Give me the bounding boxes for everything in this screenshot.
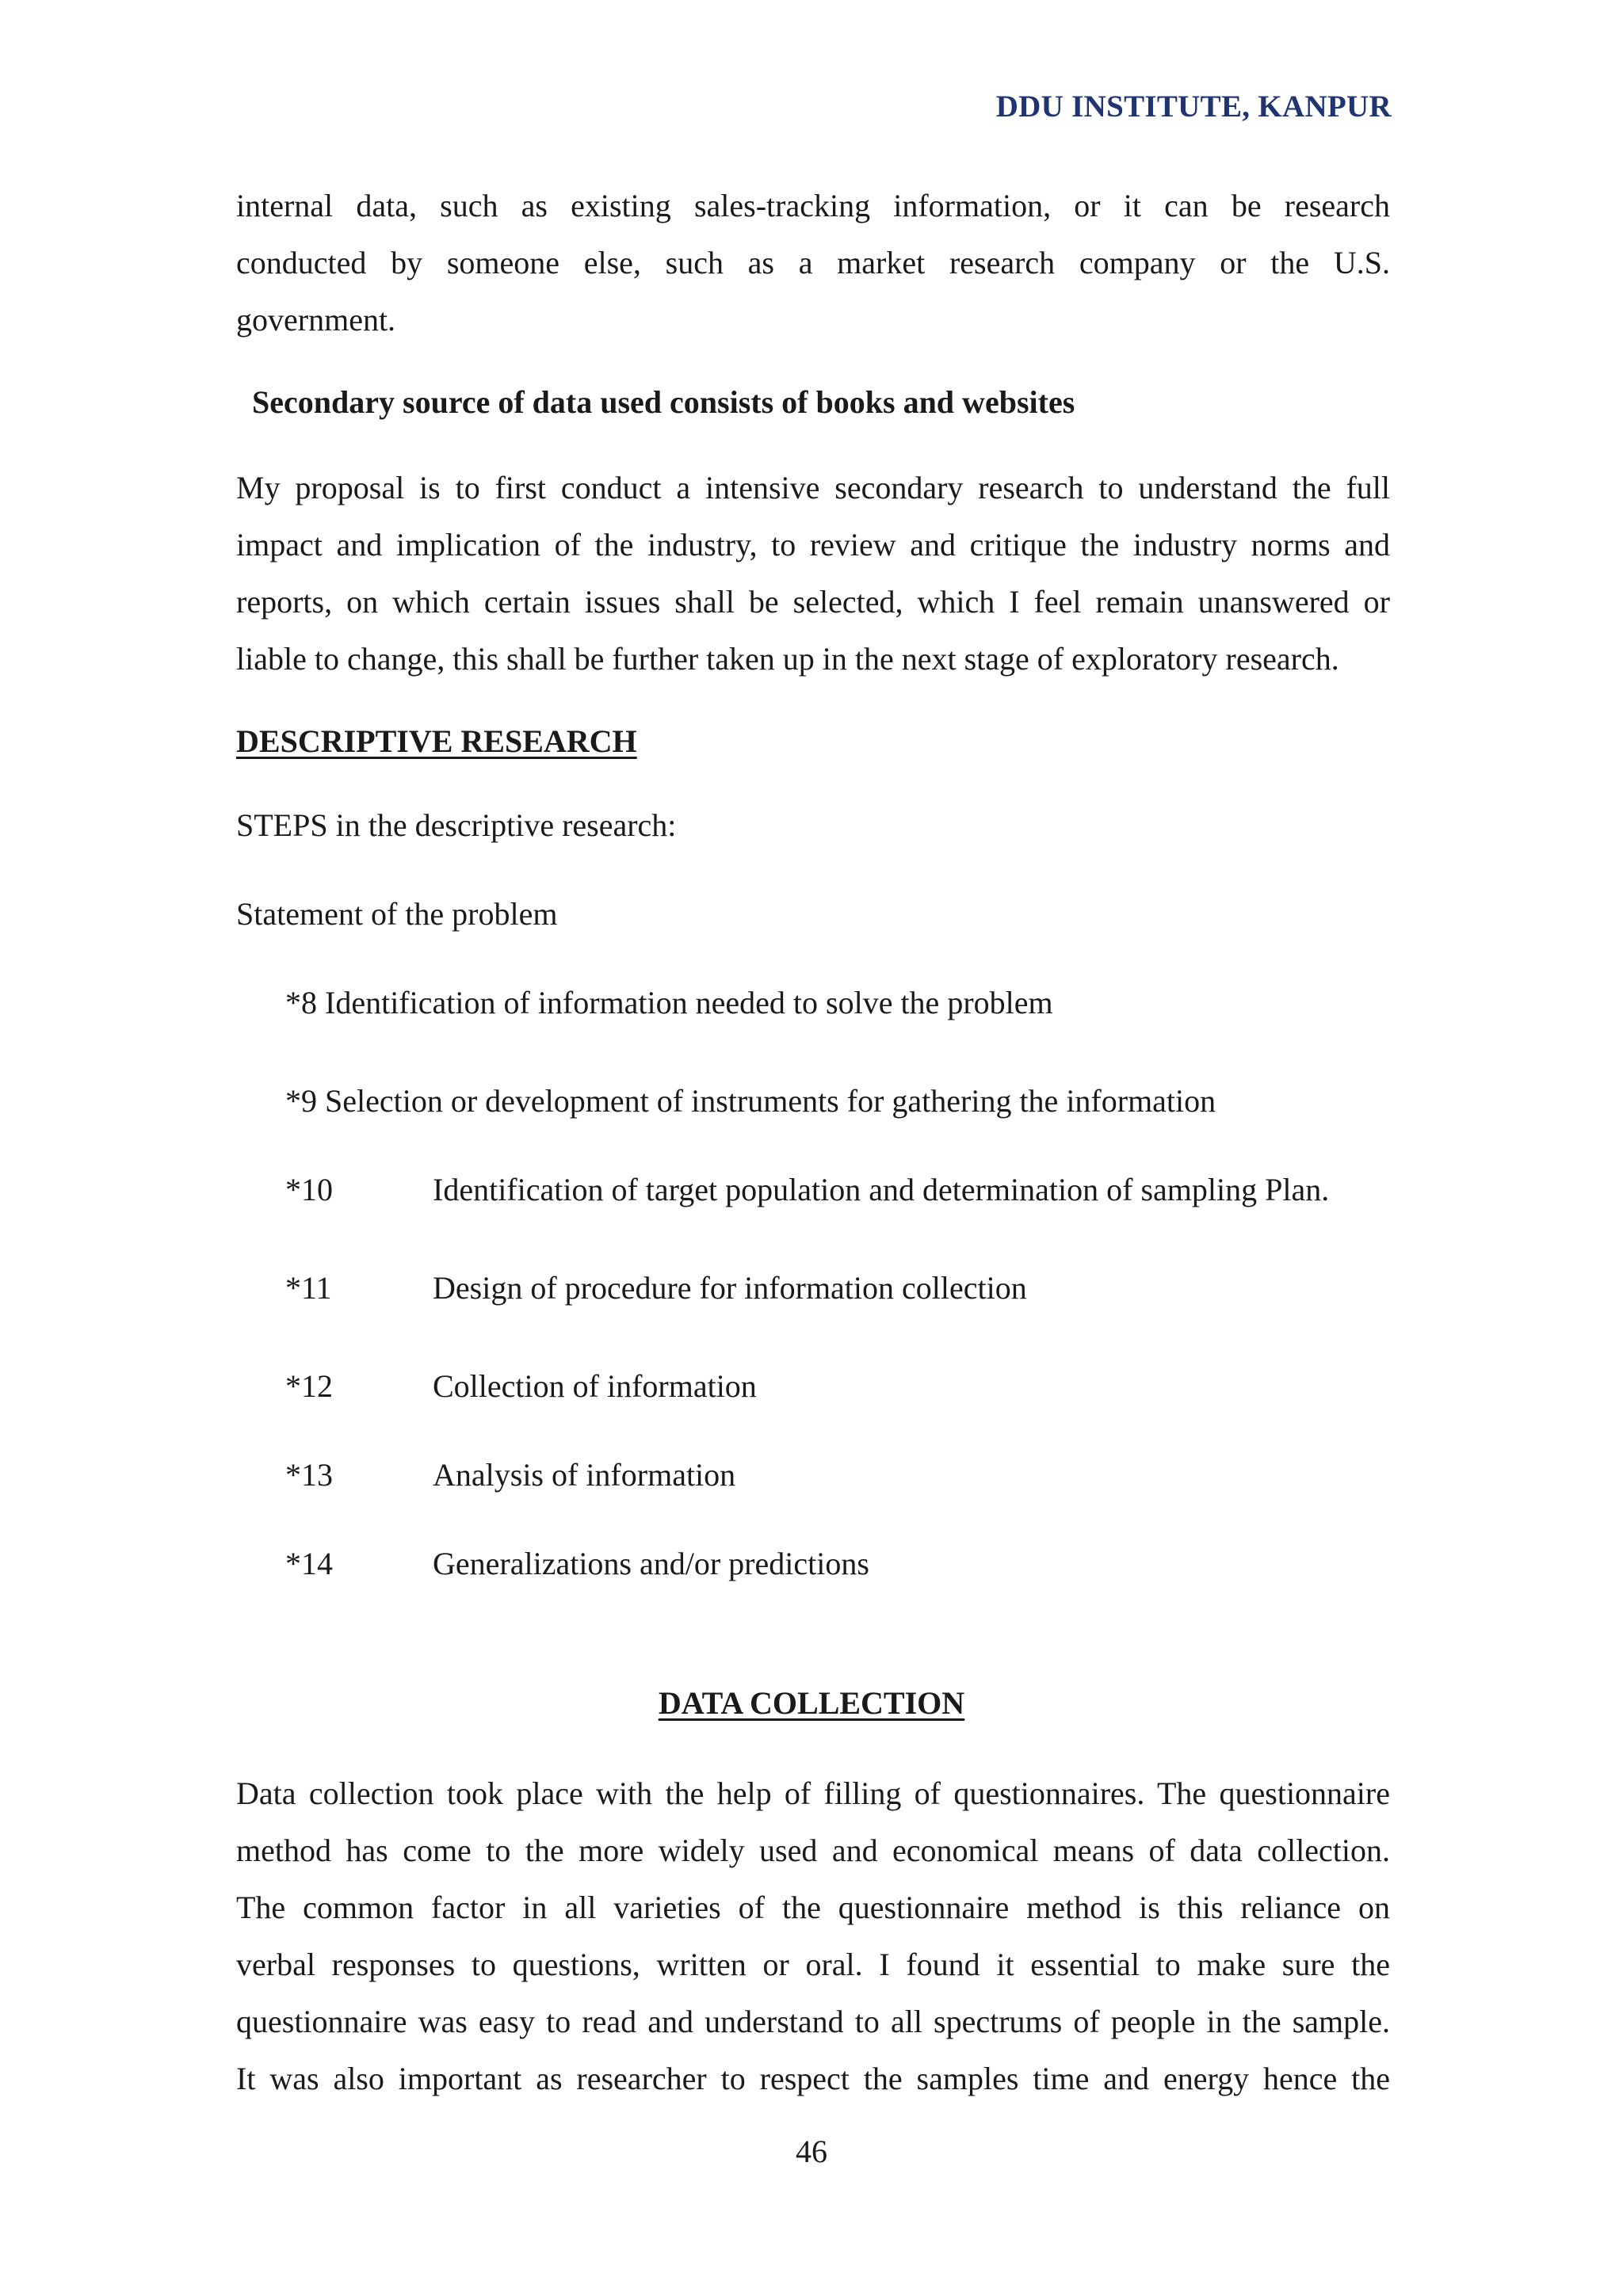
steps-intro-text: STEPS in the descriptive research: xyxy=(236,807,677,843)
paragraph-line: questionnaire was easy to read and understand to all spectrums of people in the sample. xyxy=(236,2004,1390,2039)
step-number: *11 xyxy=(285,1270,332,1306)
institute-header: DDU INSTITUTE, KANPUR xyxy=(995,90,1392,124)
paragraph-line: Data collection took place with the help of filling of questionnaires. The questionnaire xyxy=(236,1775,1390,1811)
paragraph-line: It was also important as researcher to respect the samples time and energy hence the xyxy=(236,2061,1390,2096)
step-text: Identification of target population and determination of sampling Plan. xyxy=(433,1172,1330,1207)
step-text: Analysis of information xyxy=(433,1457,736,1493)
paragraph-line: government. xyxy=(236,302,396,338)
step-text: Generalizations and/or predictions xyxy=(433,1546,869,1581)
statement-of-problem xyxy=(236,886,1390,943)
paragraph-line: internal data, such as existing sales-tracking information, or it can be research xyxy=(236,188,1390,223)
descriptive-research-heading xyxy=(236,713,1390,770)
step-number: *12 xyxy=(285,1368,333,1404)
step-text: Design of procedure for information collection xyxy=(433,1270,1027,1306)
intro-paragraph xyxy=(236,177,1390,349)
paragraph-line: liable to change, this shall be further taken up in the next stage of exploratory research. xyxy=(236,641,1339,677)
paragraph-line: My proposal is to first conduct a intensive secondary research to understand the full xyxy=(236,470,1390,505)
paragraph-line: reports, on which certain issues shall be selected, which I feel remain unanswered or xyxy=(236,584,1390,620)
step-item-9: *9 Selection or development of instruments for gathering the information xyxy=(285,1083,1216,1119)
secondary-source-heading-text: Secondary source of data used consists of books and websites xyxy=(252,384,1075,420)
paragraph-line: conducted by someone else, such as a market research company or the U.S. xyxy=(236,245,1390,280)
step-number: *13 xyxy=(285,1457,333,1493)
descriptive-research-heading-text: DESCRIPTIVE RESEARCH xyxy=(236,723,637,759)
steps-intro xyxy=(236,797,1390,854)
statement-text: Statement of the problem xyxy=(236,896,558,932)
step-number: *10 xyxy=(285,1172,333,1207)
step-text: Collection of information xyxy=(433,1368,757,1404)
proposal-paragraph xyxy=(236,460,1390,688)
paragraph-line: verbal responses to questions, written or oral. I found it essential to make sure the xyxy=(236,1947,1390,1982)
data-collection-heading xyxy=(0,1684,1623,1722)
data-collection-paragraph xyxy=(236,1765,1390,2107)
page-number: 46 xyxy=(796,2134,827,2169)
step-number: *14 xyxy=(285,1546,333,1581)
secondary-source-heading xyxy=(252,374,1406,431)
paragraph-line: impact and implication of the industry, to review and critique the industry norms and xyxy=(236,527,1390,563)
paragraph-line: method has come to the more widely used and economical means of data collection. xyxy=(236,1833,1390,1868)
paragraph-line: The common factor in all varieties of the questionnaire method is this reliance on xyxy=(236,1890,1390,1925)
step-item-8: *8 Identification of information needed to solve the problem xyxy=(285,985,1053,1020)
data-collection-heading-text: DATA COLLECTION xyxy=(658,1685,965,1721)
